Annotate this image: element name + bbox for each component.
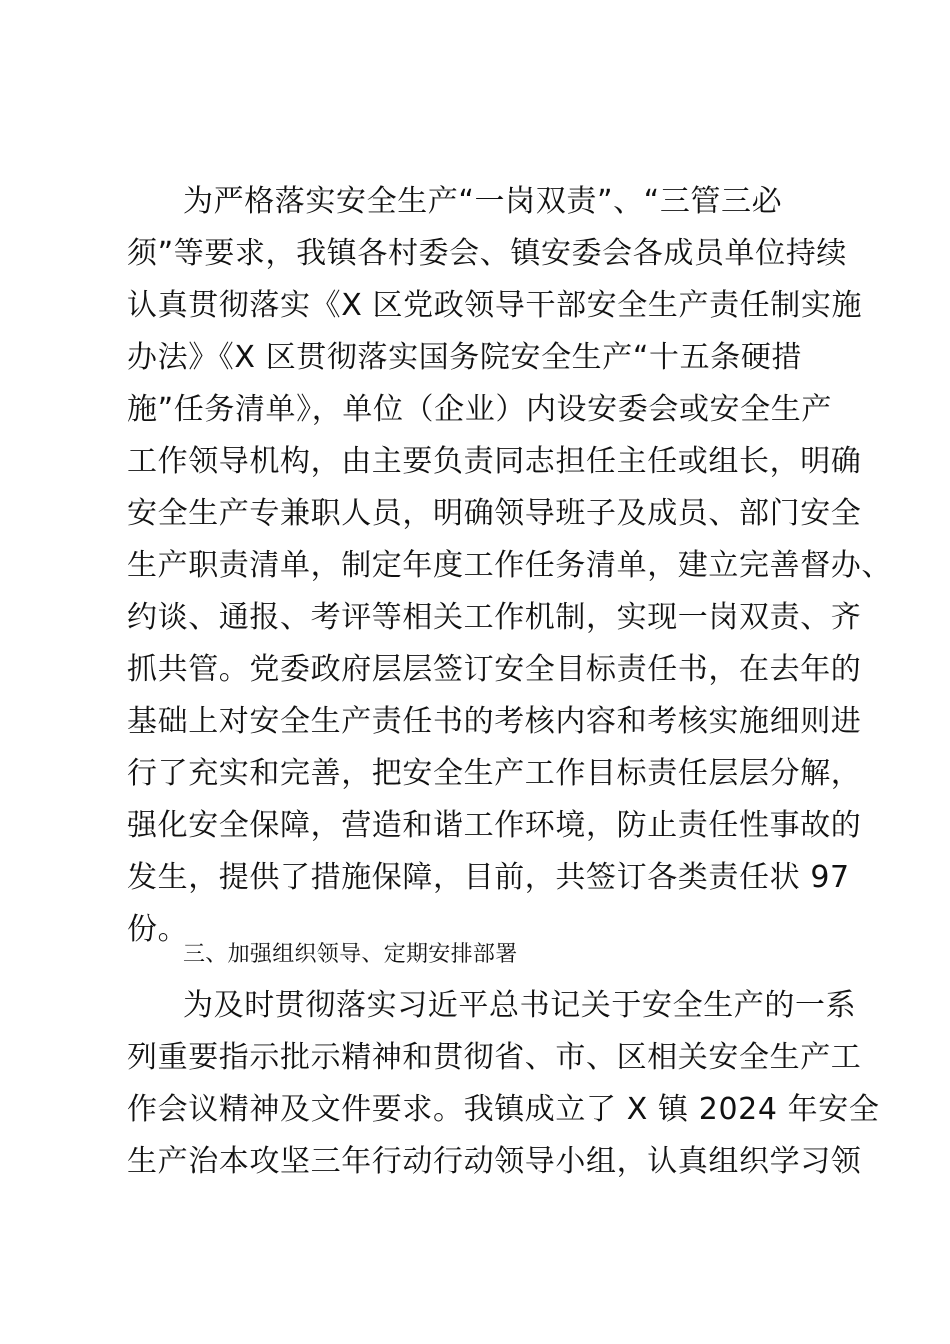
section-heading: 三、加强组织领导、定期安排部署: [183, 942, 518, 967]
paragraph-line: 发生，提供了措施保障，目前，共签订各类责任状 97: [127, 860, 850, 895]
paragraph-line: 抓共管。党委政府层层签订安全目标责任书，在去年的: [127, 652, 862, 687]
paragraph-line: 为及时贯彻落实习近平总书记关于安全生产的一系: [183, 988, 857, 1023]
paragraph-line: 作会议精神及文件要求。我镇成立了 X 镇 2024 年安全: [127, 1092, 880, 1127]
paragraph-line: 约谈、通报、考评等相关工作机制，实现一岗双责、齐: [127, 600, 862, 635]
paragraph-line: 为严格落实安全生产“一岗双责”、“三管三必: [183, 184, 783, 219]
paragraph-line: 行了充实和完善，把安全生产工作目标责任层层分解，: [127, 756, 862, 791]
paragraph-line: 安全生产专兼职人员，明确领导班子及成员、部门安全: [127, 496, 862, 531]
paragraph-line: 施”任务清单》，单位（企业）内设安委会或安全生产: [127, 392, 832, 427]
paragraph-line: 基础上对安全生产责任书的考核内容和考核实施细则进: [127, 704, 862, 739]
paragraph-line: 列重要指示批示精神和贯彻省、市、区相关安全生产工: [127, 1040, 862, 1075]
paragraph-line: 生产职责清单，制定年度工作任务清单，建立完善督办、: [127, 548, 892, 583]
paragraph-line: 须”等要求，我镇各村委会、镇安委会各成员单位持续: [127, 236, 847, 271]
paragraph-line: 认真贯彻落实《X 区党政领导干部安全生产责任制实施: [127, 288, 863, 323]
paragraph-line: 生产治本攻坚三年行动行动领导小组，认真组织学习领: [127, 1144, 862, 1179]
paragraph-line: 工作领导机构，由主要负责同志担任主任或组长，明确: [127, 444, 862, 479]
paragraph-line: 份。: [127, 912, 189, 947]
paragraph-line: 强化安全保障，营造和谐工作环境，防止责任性事故的: [127, 808, 862, 843]
paragraph-line: 办法》《X 区贯彻落实国务院安全生产“十五条硬措: [127, 340, 803, 375]
